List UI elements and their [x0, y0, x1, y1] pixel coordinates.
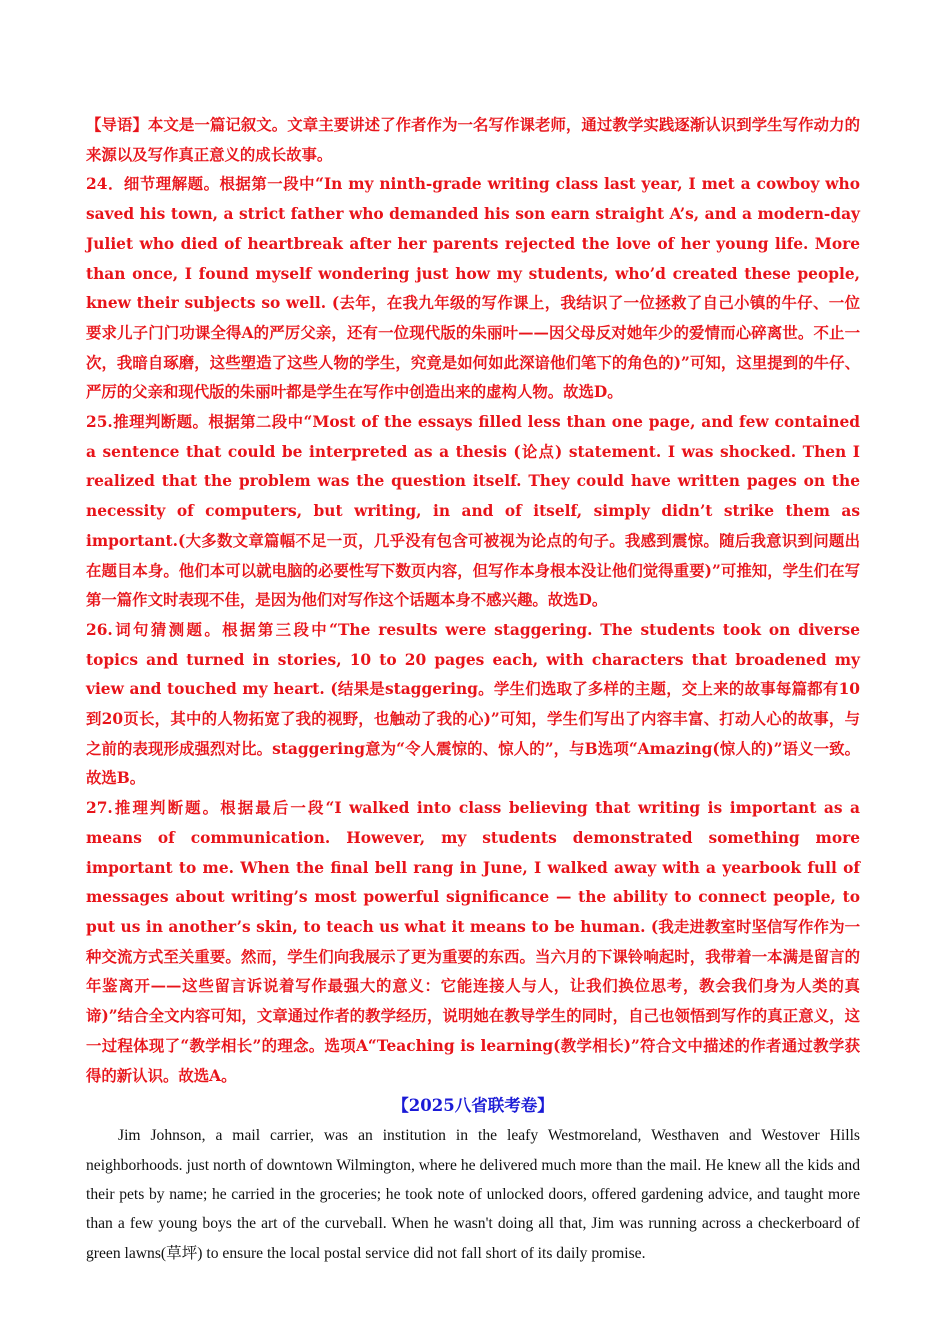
passage-paragraph: Jim Johnson, a mail carrier, was an institution in the leafy Westmoreland, Westhaven and Westover Hills neighborhoods. just north of downtown Wilmington, where he delivered much more than the mail. He knew all the kids and their pets by name; he carried in the groceries; he took note of unlocked doors, offered gardening advice, and taught more than a few young boys the art of the curveball. When he wasn't doing all that, Jim was running across a checkerboard of green lawns(草坪) to ensure the local postal service did not fall short of its daily promise.	[86, 1127, 860, 1262]
document-page	[86, 111, 860, 1268]
question-27-explanation: 27.推理判断题。根据最后一段“I walked into class believing that writing is important as a means of communication. However, my students demonstrated something more important to me. When the final bell rang in June, I walked away with a yearbook full of messages about writing’s most powerful significance — the ability to connect people, to put us in another’s skin, to teach us what it means to be human. (我走进教室时坚信写作作为一种交流方式至关重要。然而，学生们向我展示了更为重要的东西。当六月的下课铃响起时，我带着一本满是留言的年鉴离开——这些留言诉说着写作最强大的意义：它能连接人与人，让我们换位思考，教会我们身为人类的真谛)”结合全文内容可知，文章通过作者的教学经历，说明她在教导学生的同时，自己也领悟到写作的真正意义，这一过程体现了“教学相长”的理念。选项A“Teaching is learning(教学相长)”符合文中描述的作者通过教学获得的新认识。故选A。	[86, 799, 860, 1085]
question-24-explanation: 24．细节理解题。根据第一段中“In my ninth-grade writing class last year, I met a cowboy who saved his town, a strict father who demanded his son earn straight A’s, and a modern-day Juliet who died of heartbreak after her parents rejected the love of her young life. More than once, I found myself wondering just how my students, who’d created these people, knew their subjects so well. (去年，在我九年级的写作课上，我结识了一位拯救了自己小镇的牛仔、一位要求儿子门门功课全得A的严厉父亲，还有一位现代版的朱丽叶——因父母反对她年少的爱情而心碎离世。不止一次，我暗自琢磨，这些塑造了这些人物的学生，究竟是如何如此深谙他们笔下的角色的)”可知，这里提到的牛仔、严厉的父亲和现代版的朱丽叶都是学生在写作中创造出来的虚构人物。故选D。	[86, 175, 860, 402]
section-title: 【2025八省联考卷】	[392, 1096, 554, 1116]
question-25-explanation: 25.推理判断题。根据第二段中“Most of the essays filled less than one page, and few contained a sentence that could be interpreted as a thesis (论点) statement. I was shocked. Then I realized that the problem was the question itself. They could have written pages on the necessity of computers, but writing, in and of itself, simply didn’t strike them as important.(大多数文章篇幅不足一页，几乎没有包含可被视为论点的句子。我感到震惊。随后我意识到问题出在题目本身。他们本可以就电脑的必要性写下数页内容，但写作本身根本没让他们觉得重要)”可推知，学生们在写第一篇作文时表现不佳，是因为他们对写作这个话题本身不感兴趣。故选D。	[86, 413, 860, 610]
intro-paragraph: 【导语】本文是一篇记叙文。文章主要讲述了作者作为一名写作课老师，通过教学实践逐渐认识到学生写作动力的来源以及写作真正意义的成长故事。	[86, 116, 860, 164]
question-26-explanation: 26.词句猜测题。根据第三段中“The results were staggering. The students took on diverse topics and turned in stories, 10 to 20 pages each, with characters that broadened my view and touched my heart. (结果是staggering。学生们选取了多样的主题，交上来的故事每篇都有10到20页长，其中的人物拓宽了我的视野，也触动了我的心)”可知，学生们写出了内容丰富、打动人心的故事，与之前的表现形成强烈对比。staggering意为“令人震惊的、惊人的”，与B选项“Amazing(惊人的)”语义一致。故选B。	[86, 620, 860, 788]
